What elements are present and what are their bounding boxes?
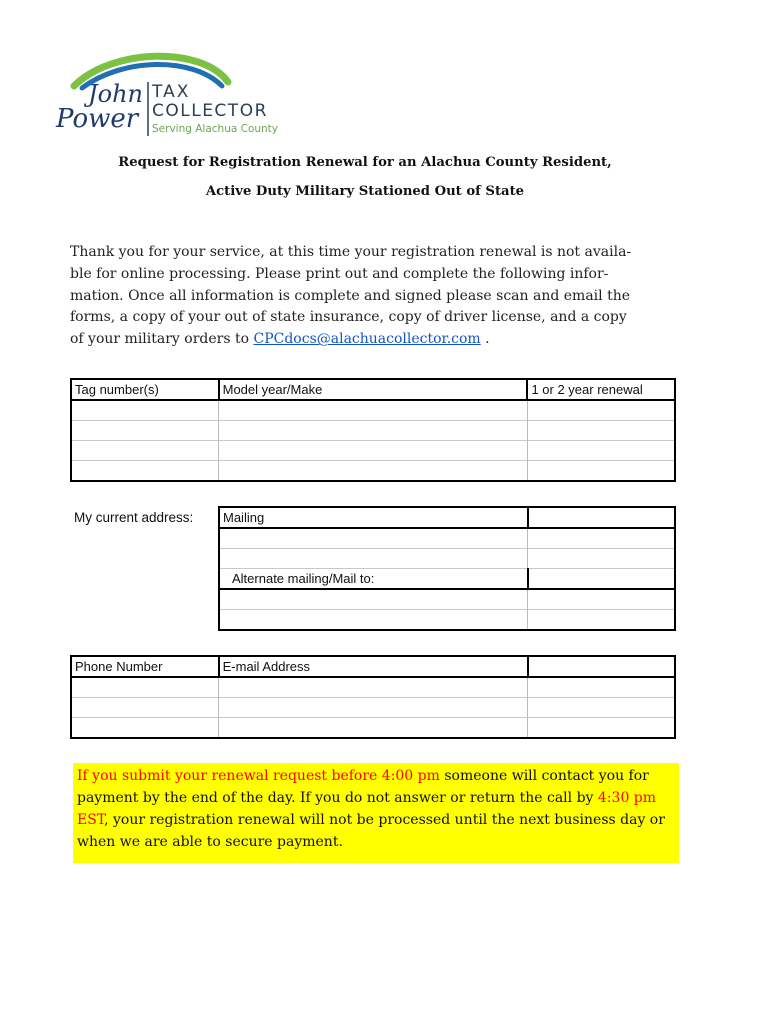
mailing-address-row[interactable] (219, 528, 675, 549)
logo-tagline: Serving Alachua County (152, 123, 279, 135)
alternate-mailing-header: Alternate mailing/Mail to: (219, 569, 528, 590)
document-title-line-1: Request for Registration Renewal for an Alachua County Resident, (118, 155, 612, 170)
email-address-header: E-mail Address (219, 656, 528, 677)
notice-consequence-text: , your registration renewal will not be processed until the next business day or when we are able to secure payment. (77, 812, 665, 850)
mailing-header-row (219, 507, 675, 528)
renewal-term-cell[interactable] (527, 421, 675, 441)
alternate-address-cell[interactable] (219, 610, 528, 631)
mailing-address-cell[interactable] (219, 528, 528, 549)
alternate-address-row[interactable] (219, 610, 675, 631)
intro-line: ble for online processing. Please print out and complete the following infor- (70, 265, 609, 282)
contact-extra-cell[interactable] (528, 698, 675, 718)
phone-number-cell[interactable] (71, 718, 219, 739)
document-title-line-2: Active Duty Military Stationed Out of State (205, 184, 525, 199)
alternate-mailing-row (219, 569, 675, 590)
vehicle-table (70, 378, 676, 482)
renewal-term-cell[interactable] (527, 441, 675, 461)
logo-script-john: John (88, 80, 143, 108)
renewal-term-cell[interactable] (527, 461, 675, 482)
email-address-cell[interactable] (219, 698, 528, 718)
notice-contact-text: someone will contact you for payment by the end of the day. If you do not answer or return the call by (77, 768, 649, 806)
intro-line-5-suffix: . (480, 331, 490, 348)
contact-row[interactable] (71, 698, 675, 718)
logo-tax-text: TAX (152, 82, 191, 102)
mailing-header: Mailing (219, 507, 528, 528)
alternate-address-extra-cell[interactable] (528, 610, 675, 631)
alternate-address-extra-cell[interactable] (528, 589, 675, 610)
alternate-mailing-spacer (528, 569, 675, 590)
payment-notice-text (73, 763, 679, 853)
phone-number-cell[interactable] (71, 698, 219, 718)
model-year-make-header: Model year/Make (219, 379, 528, 400)
phone-number-cell[interactable] (71, 677, 219, 698)
contact-row[interactable] (71, 718, 675, 739)
alternate-address-row[interactable] (219, 589, 675, 610)
renewal-term-cell[interactable] (527, 400, 675, 421)
logo-collector-text: COLLECTOR (152, 101, 268, 121)
model-year-make-cell[interactable] (219, 400, 528, 421)
logo-script-power: Power (56, 104, 139, 134)
intro-line: forms, a copy of your out of state insurance, copy of driver license, and a copy (70, 309, 627, 326)
intro-paragraph (70, 242, 670, 351)
contact-table (70, 655, 676, 739)
intro-line-5-prefix: of your military orders to (70, 331, 254, 348)
model-year-make-cell[interactable] (219, 421, 528, 441)
tag-number-cell[interactable] (71, 400, 219, 421)
tag-number-cell[interactable] (71, 461, 219, 482)
email-link[interactable]: CPCdocs@alachuacollector.com (253, 331, 481, 348)
phone-number-header: Phone Number (71, 656, 219, 677)
vehicle-row[interactable] (71, 441, 675, 461)
mailing-address-extra-cell[interactable] (528, 528, 675, 549)
email-address-cell[interactable] (219, 677, 528, 698)
current-address-label: My current address: (74, 510, 194, 525)
contact-extra-cell[interactable] (528, 677, 675, 698)
contact-extra-header (528, 656, 675, 677)
vehicle-table-header (71, 379, 675, 400)
tag-number-cell[interactable] (71, 421, 219, 441)
mailing-address-cell[interactable] (219, 549, 528, 569)
renewal-term-header: 1 or 2 year renewal (527, 379, 675, 400)
vehicle-row[interactable] (71, 461, 675, 482)
contact-table-header (71, 656, 675, 677)
notice-callback-deadline: 4:30 pm EST (77, 790, 657, 828)
alternate-address-cell[interactable] (219, 589, 528, 610)
model-year-make-cell[interactable] (219, 441, 528, 461)
mailing-header-spacer (528, 507, 675, 528)
vehicle-row[interactable] (71, 421, 675, 441)
tag-number-cell[interactable] (71, 441, 219, 461)
intro-line (70, 329, 670, 351)
contact-extra-cell[interactable] (528, 718, 675, 739)
intro-line: Thank you for your service, at this time your registration renewal is not availa- (70, 244, 632, 260)
payment-notice (73, 763, 679, 863)
mailing-address-row[interactable] (219, 549, 675, 569)
email-address-cell[interactable] (219, 718, 528, 739)
vehicle-row[interactable] (71, 400, 675, 421)
contact-row[interactable] (71, 677, 675, 698)
tag-number-header: Tag number(s) (71, 379, 219, 400)
model-year-make-cell[interactable] (219, 461, 528, 482)
intro-line: mation. Once all information is complete and signed please scan and email the (70, 287, 631, 304)
address-table (218, 506, 676, 631)
mailing-address-extra-cell[interactable] (528, 549, 675, 569)
notice-deadline-text: If you submit your renewal request before 4:00 pm (77, 768, 440, 784)
